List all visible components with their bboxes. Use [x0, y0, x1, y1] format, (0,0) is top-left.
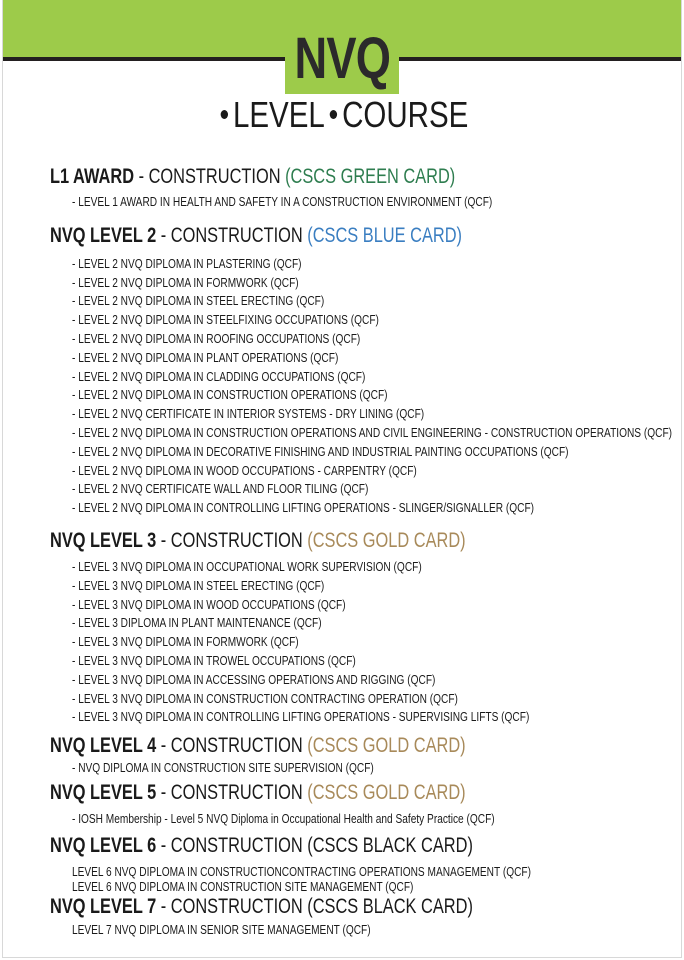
subtitle-word-course: COURSE [342, 94, 469, 135]
list-item: - LEVEL 3 NVQ DIPLOMA IN WOOD OCCUPATIONS (QCF) [72, 596, 346, 612]
list-item: - LEVEL 2 NVQ DIPLOMA IN CONSTRUCTION OPERATIONS (QCF) [72, 387, 388, 403]
list-item: - LEVEL 3 DIPLOMA IN PLANT MAINTENANCE (QCF) [72, 615, 322, 631]
course-list [50, 164, 680, 937]
list-item: - LEVEL 2 NVQ CERTIFICATE IN INTERIOR SYSTEMS - DRY LINING (QCF) [72, 406, 425, 422]
trade-label: - CONSTRUCTION [156, 528, 308, 552]
title-badge [285, 24, 399, 94]
list-item: - LEVEL 2 NVQ DIPLOMA IN CONSTRUCTION OPERATIONS AND CIVIL ENGINEERING - CONSTRUCTION OPERATIONS (QCF) [72, 424, 673, 440]
section-level-4 [50, 733, 680, 778]
list-item: - LEVEL 3 NVQ DIPLOMA IN OCCUPATIONAL WORK SUPERVISION (QCF) [72, 558, 422, 574]
list-item: - LEVEL 2 NVQ DIPLOMA IN FORMWORK (QCF) [72, 274, 299, 290]
list-item: - LEVEL 2 NVQ DIPLOMA IN CLADDING OCCUPATIONS (QCF) [72, 368, 366, 384]
bullet-dot-icon [221, 110, 228, 119]
level-label: NVQ LEVEL 4 [50, 734, 157, 758]
list-item: - LEVEL 3 NVQ DIPLOMA IN FORMWORK (QCF) [72, 634, 299, 650]
trade-label: - CONSTRUCTION [156, 734, 308, 758]
trade-label: - CONSTRUCTION [156, 780, 308, 804]
section-heading [50, 894, 674, 920]
list-item: - LEVEL 2 NVQ DIPLOMA IN CONTROLLING LIFTING OPERATIONS - SLINGER/SIGNALLER (QCF) [72, 500, 535, 516]
level-label: L1 AWARD [50, 165, 135, 188]
page-subtitle [0, 94, 684, 135]
trade-label: - CONSTRUCTION [156, 833, 308, 857]
level-label: NVQ LEVEL 5 [50, 780, 157, 804]
card-label: (CSCS BLACK CARD) [307, 833, 473, 857]
list-item: - LEVEL 3 NVQ DIPLOMA IN STEEL ERECTING (QCF) [72, 577, 325, 593]
list-item: - NVQ DIPLOMA IN CONSTRUCTION SITE SUPERVISION (QCF) [72, 760, 374, 776]
list-item: - LEVEL 3 NVQ DIPLOMA IN ACCESSING OPERATIONS AND RIGGING (QCF) [72, 671, 436, 687]
card-label: (CSCS BLACK CARD) [307, 894, 473, 918]
list-item: - LEVEL 3 NVQ DIPLOMA IN TROWEL OCCUPATIONS (QCF) [72, 652, 356, 668]
list-item: - LEVEL 2 NVQ CERTIFICATE WALL AND FLOOR TILING (QCF) [72, 481, 369, 497]
section-l1-award [50, 164, 680, 212]
section-heading [50, 164, 674, 190]
section-heading [50, 528, 674, 554]
section-heading [50, 733, 674, 759]
section-heading [50, 833, 674, 859]
list-item: - LEVEL 2 NVQ DIPLOMA IN WOOD OCCUPATIONS - CARPENTRY (QCF) [72, 462, 417, 478]
list-item: - LEVEL 3 NVQ DIPLOMA IN CONSTRUCTION CONTRACTING OPERATION (QCF) [72, 690, 458, 706]
list-item: - LEVEL 2 NVQ DIPLOMA IN PLASTERING (QCF) [72, 255, 302, 271]
page-title: NVQ [294, 26, 390, 91]
list-item: - LEVEL 3 NVQ DIPLOMA IN CONTROLLING LIFTING OPERATIONS - SUPERVISING LIFTS (QCF) [72, 709, 530, 725]
card-label: (CSCS GOLD CARD) [307, 734, 466, 758]
card-label: (CSCS GOLD CARD) [307, 528, 466, 552]
section-heading [50, 780, 674, 806]
section-level-7 [50, 894, 680, 937]
section-level-6 [50, 833, 680, 894]
level-label: NVQ LEVEL 2 [50, 223, 157, 247]
section-level-5 [50, 780, 680, 829]
section-heading [50, 223, 674, 249]
subtitle-word-level: LEVEL [232, 94, 325, 135]
card-label: (CSCS GREEN CARD) [285, 165, 456, 188]
list-item: - LEVEL 2 NVQ DIPLOMA IN ROOFING OCCUPATIONS (QCF) [72, 330, 361, 346]
card-label: (CSCS GOLD CARD) [307, 780, 466, 804]
section-level-3 [50, 528, 680, 727]
bullet-dot-icon [330, 110, 337, 119]
list-item: - LEVEL 2 NVQ DIPLOMA IN STEEL ERECTING (QCF) [72, 293, 325, 309]
list-item: LEVEL 6 NVQ DIPLOMA IN CONSTRUCTIONCONTRACTING OPERATIONS MANAGEMENT (QCF) [72, 863, 531, 879]
section-level-2 [50, 223, 680, 518]
card-label: (CSCS BLUE CARD) [307, 223, 462, 247]
trade-label: - CONSTRUCTION [134, 165, 286, 188]
list-item: - LEVEL 2 NVQ DIPLOMA IN PLANT OPERATIONS (QCF) [72, 349, 339, 365]
trade-label: - CONSTRUCTION [156, 894, 308, 918]
list-item: - LEVEL 2 NVQ DIPLOMA IN STEELFIXING OCCUPATIONS (QCF) [72, 312, 379, 328]
level-label: NVQ LEVEL 7 [50, 894, 157, 918]
list-item: - IOSH Membership - Level 5 NVQ Diploma in Occupational Health and Safety Practice (QCF) [72, 810, 495, 826]
level-label: NVQ LEVEL 3 [50, 528, 157, 552]
list-item: LEVEL 7 NVQ DIPLOMA IN SENIOR SITE MANAGEMENT (QCF) [72, 921, 371, 937]
trade-label: - CONSTRUCTION [156, 223, 308, 247]
list-item: - LEVEL 2 NVQ DIPLOMA IN DECORATIVE FINISHING AND INDUSTRIAL PAINTING OCCUPATIONS (QCF) [72, 443, 569, 459]
list-item: LEVEL 6 NVQ DIPLOMA IN CONSTRUCTION SITE MANAGEMENT (QCF) [72, 878, 414, 894]
level-label: NVQ LEVEL 6 [50, 833, 157, 857]
list-item: - LEVEL 1 AWARD IN HEALTH AND SAFETY IN A CONSTRUCTION ENVIRONMENT (QCF) [72, 194, 493, 209]
